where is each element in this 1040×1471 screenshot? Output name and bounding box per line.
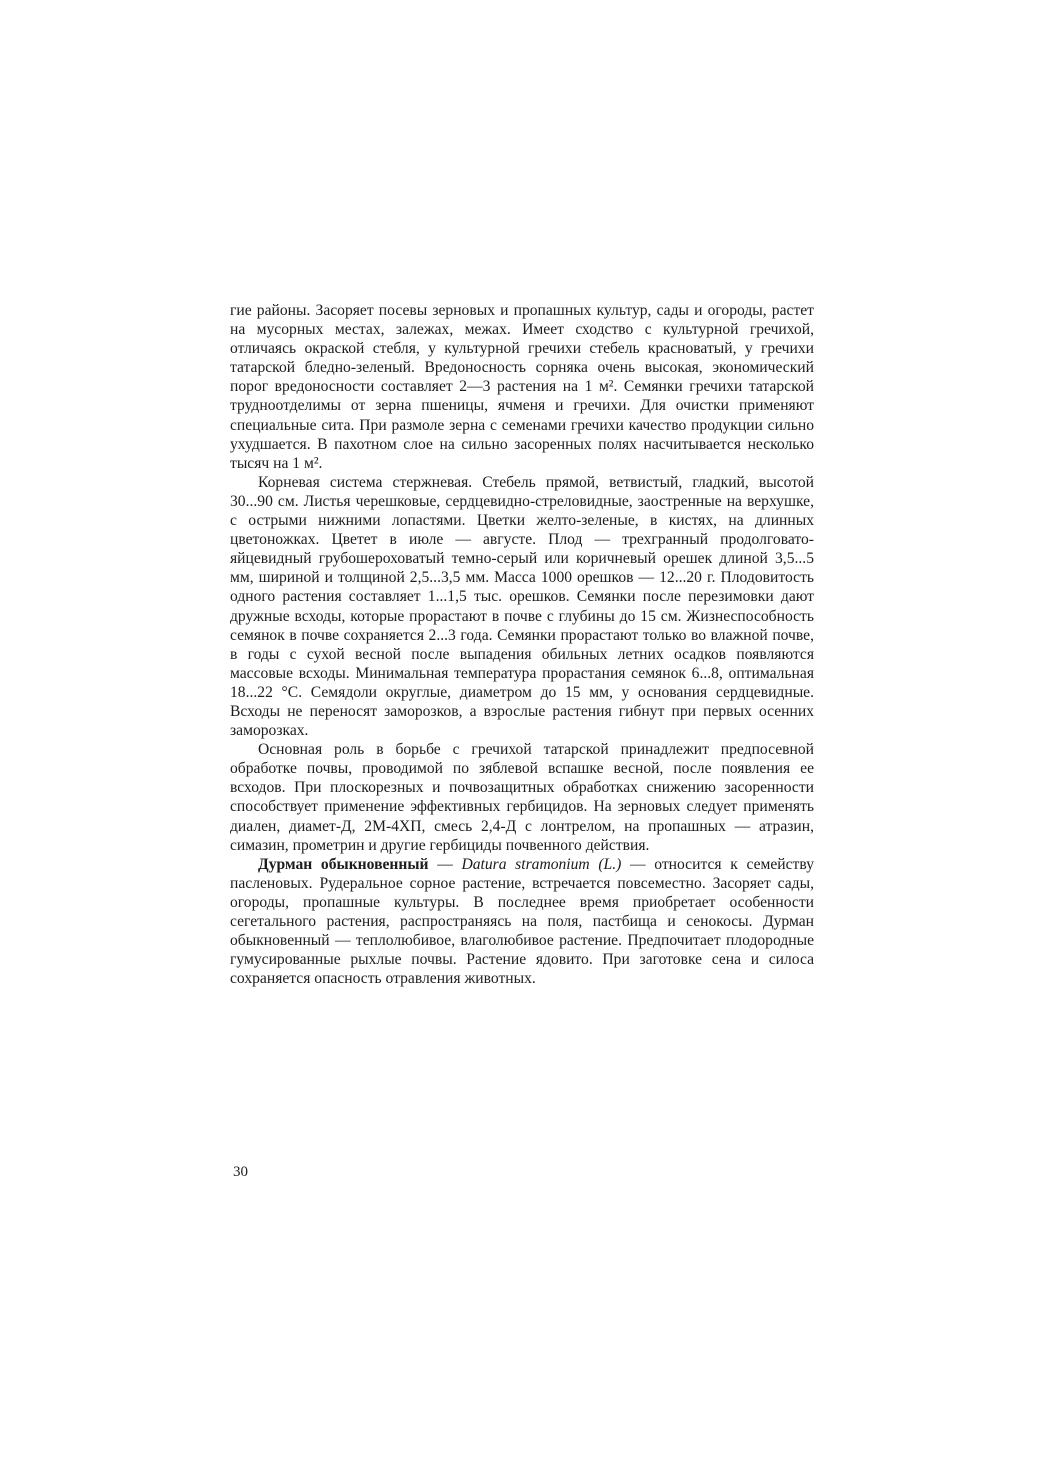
paragraph-datura bbox=[230, 855, 814, 989]
paragraph-gerichi-continuation: гие районы. Засоряет посевы зерновых и пропашных культур, сады и огороды, растет на мусорных местах, залежах, межах. Имеет сходство с культурной гречихой, отличаясь окраской стебля, у культурной гречихи стебель красноватый, у гречихи татарской бледно-зеленый. Вредоносность сорняка очень высокая, экономический порог вредоносности составляет 2—3 растения на 1 м². Семянки гречихи татарской трудноотделимы от зерна пшеницы, ячменя и гречихи. Для очистки применяют специальные сита. При размоле зерна с семенами гречихи качество продукции сильно ухудшается. В пахотном слое на сильно засоренных полях насчитывается несколько тысяч на 1 м². bbox=[230, 302, 814, 472]
paragraph-control-measures: Основная роль в борьбе с гречихой татарской принадлежит предпосевной обработке почвы, проводимой по зяблевой вспашке весной, после появления ее всходов. При плоскорезных и почвозащитных обработках снижению засоренности способствует применение эффективных гербицидов. На зерновых следует применять диален, диамет-Д, 2М-4ХП, смесь 2,4-Д с лонтрелом, на пропашных — атразин, симазин, прометрин и другие гербициды почвенного действия. bbox=[230, 741, 814, 854]
page-number: 30 bbox=[233, 1164, 248, 1180]
latin-name-datura: Datura stramonium (L.) bbox=[461, 855, 622, 873]
dash-separator: — bbox=[428, 855, 462, 873]
datura-description: — относится к семейству пасленовых. Рудеральное сорное растение, встречается повсеместно. Засоряет сады, огороды, пропашные культуры. В последнее время приобретает особенности сегетального растения, распространяясь на поля, пастбища и сенокосы. Дурман обыкновенный — теплолюбивое, влаголюбивое растение. Предпочитает плодородные гумусированные рыхлые почвы. Растение ядовито. При заготовке сена и силоса сохраняется опасность отравления животных. bbox=[230, 855, 814, 988]
paragraph-morphology: Корневая система стержневая. Стебель прямой, ветвистый, гладкий, высотой 30...90 см. Листья черешковые, сердцевидно-стреловидные, заостренные на верхушке, с острыми нижними лопастями. Цветки желто-зеленые, в кистях, на длинных цветоножках. Цветет в июле — августе. Плод — трехгранный продолговато-яйцевидный грубошероховатый темно-серый или коричневый орешек длиной 3,5...5 мм, шириной и толщиной 2,5...3,5 мм. Масса 1000 орешков — 12...20 г. Плодовитость одного растения составляет 1...1,5 тыс. орешков. Семянки после перезимовки дают дружные всходы, которые прорастают в почве с глубины до 15 см. Жизнеспособность семянок в почве сохраняется 2...3 года. Семянки прорастают только во влажной почве, в годы с сухой весной после выпадения обильных летних осадков появляются массовые всходы. Минимальная температура прорастания семянок 6...8, оптимальная 18...22 °С. Семядоли округлые, диаметром до 15 мм, у основания сердцевидные. Всходы не переносят заморозков, а взрослые растения гибнут при первых осенних заморозках. bbox=[230, 473, 814, 740]
page-body bbox=[230, 301, 814, 988]
species-name-datura: Дурман обыкновенный bbox=[258, 855, 429, 873]
